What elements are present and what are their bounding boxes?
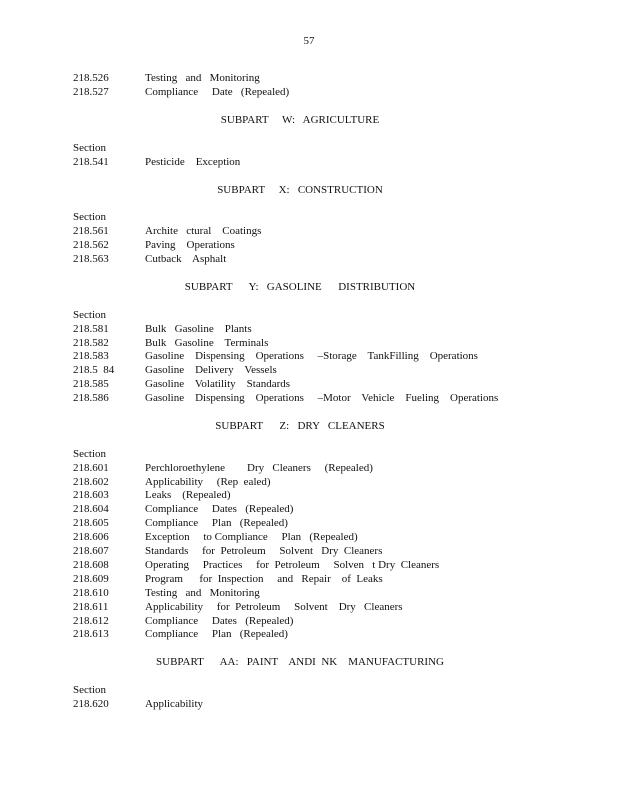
list-item [73, 601, 403, 613]
list-item [73, 587, 260, 599]
section-number: 218.562 [73, 239, 109, 251]
list-item [73, 364, 277, 376]
section-label: Section [73, 684, 106, 696]
section-title: Exception to Compliance Plan (Repealed) [145, 531, 358, 543]
list-item [73, 350, 478, 362]
section-title: Gasoline Dispensing Operations –Motor Vehicle Fueling Operations [145, 392, 499, 404]
section-title: Compliance Plan (Repealed) [145, 517, 288, 529]
section-label: Section [73, 211, 106, 223]
page-number: 57 [303, 35, 315, 47]
list-item [73, 489, 231, 501]
section-title: Program for Inspection and Repair of Leaks [145, 573, 383, 585]
list-item [73, 698, 203, 710]
section-number: 218.604 [73, 503, 109, 515]
section-number: 218.620 [73, 698, 109, 710]
list-item [73, 503, 293, 515]
section-title: Compliance Dates (Repealed) [145, 615, 294, 627]
section-title: Testing and Monitoring [145, 72, 260, 84]
list-item [73, 545, 382, 557]
list-item [73, 559, 439, 571]
section-number: 218.585 [73, 378, 109, 390]
list-item [73, 531, 358, 543]
subpart-heading: SUBPART Z: DRY CLEANERS [215, 420, 385, 432]
list-item [73, 72, 260, 84]
section-title: Applicability for Petroleum Solvent Dry Cleaners [145, 601, 403, 613]
section-number: 218.603 [73, 489, 109, 501]
section-title: Applicability (Rep ealed) [145, 476, 271, 488]
section-number: 218.582 [73, 337, 109, 349]
section-title: Compliance Dates (Repealed) [145, 503, 294, 515]
section-number: 218.5 84 [73, 364, 115, 376]
section-title: Compliance Plan (Repealed) [145, 628, 288, 640]
section-number: 218.526 [73, 72, 109, 84]
section-number: 218.606 [73, 531, 109, 543]
list-item [73, 573, 383, 585]
list-item [73, 323, 252, 335]
section-title: Standards for Petroleum Solvent Dry Cleaners [145, 545, 383, 557]
section-label: Section [73, 309, 106, 321]
section-title: Gasoline Volatility Standards [145, 378, 291, 390]
section-title: Cutback Asphalt [145, 253, 227, 265]
list-item [73, 337, 268, 349]
section-title: Paving Operations [145, 239, 235, 251]
list-item [73, 517, 288, 529]
section-title: Gasoline Delivery Vessels [145, 364, 277, 376]
list-item [73, 476, 271, 488]
section-title: Perchloroethylene Dry Cleaners (Repealed) [145, 462, 373, 474]
section-number: 218.605 [73, 517, 109, 529]
subpart-heading: SUBPART W: AGRICULTURE [220, 114, 380, 126]
section-title: Testing and Monitoring [145, 587, 260, 599]
section-title: Compliance Date (Repealed) [145, 86, 290, 98]
section-number: 218.611 [73, 601, 109, 613]
section-number: 218.607 [73, 545, 109, 557]
section-number: 218.581 [73, 323, 109, 335]
subpart-heading: SUBPART X: CONSTRUCTION [217, 184, 383, 196]
section-number: 218.541 [73, 156, 109, 168]
list-item [73, 86, 289, 98]
section-number: 218.610 [73, 587, 109, 599]
section-label: Section [73, 142, 106, 154]
list-item [73, 392, 498, 404]
list-item [73, 378, 290, 390]
section-number: 218.609 [73, 573, 109, 585]
section-label: Section [73, 448, 106, 460]
list-item [73, 156, 240, 168]
list-item [73, 253, 226, 265]
section-title: Leaks (Repealed) [145, 489, 231, 501]
section-title: Gasoline Dispensing Operations –Storage TankFilling Operations [145, 350, 478, 362]
section-number: 218.613 [73, 628, 109, 640]
list-item [73, 225, 261, 237]
section-title: Archite ctural Coatings [145, 225, 262, 237]
section-title: Applicability [145, 698, 204, 710]
list-item [73, 239, 235, 251]
subpart-heading: SUBPART AA: PAINT ANDI NK MANUFACTURING [156, 656, 444, 668]
section-number: 218.612 [73, 615, 109, 627]
section-title: Bulk Gasoline Terminals [145, 337, 269, 349]
section-title: Pesticide Exception [145, 156, 241, 168]
list-item [73, 462, 373, 474]
list-item [73, 628, 288, 640]
section-title: Bulk Gasoline Plants [145, 323, 252, 335]
section-number: 218.527 [73, 86, 109, 98]
section-number: 218.586 [73, 392, 109, 404]
section-number: 218.608 [73, 559, 109, 571]
section-number: 218.601 [73, 462, 109, 474]
subpart-heading: SUBPART Y: GASOLINE DISTRIBUTION [184, 281, 416, 293]
section-number: 218.583 [73, 350, 109, 362]
section-number: 218.561 [73, 225, 109, 237]
section-number: 218.563 [73, 253, 109, 265]
section-title: Operating Practices for Petroleum Solven t Dry Cleaners [145, 559, 440, 571]
section-number: 218.602 [73, 476, 109, 488]
list-item [73, 615, 293, 627]
